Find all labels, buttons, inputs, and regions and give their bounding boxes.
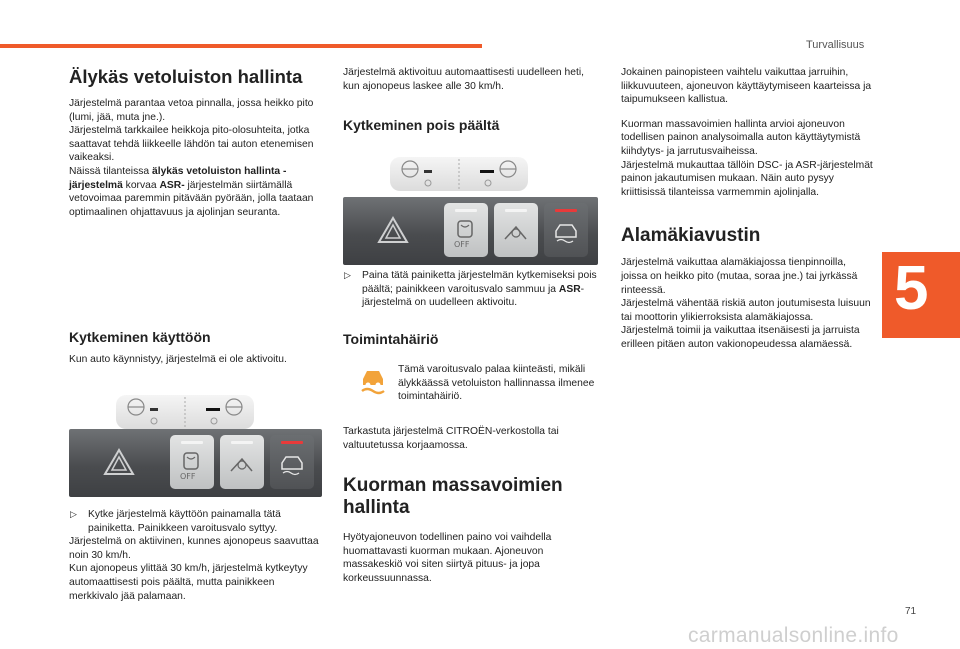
load-text: Hyötyajoneuvon todellinen paino voi vaihdella huomattavasti kuorman mukaan. Ajoneuvon massakeskiö voi siten siirtyä pituus- ja jopa korkeussuunnassa.	[343, 532, 552, 584]
section-title: Turvallisuus	[806, 39, 865, 51]
after-text-1: Järjestelmä on aktiivinen, kunnes ajonopeus saavuttaa noin 30 km/h.	[69, 536, 319, 561]
dashboard-illustration-off	[343, 157, 598, 259]
title-load-adaptive: Kuorman massavoimien hallinta	[343, 475, 563, 519]
page-number: 71	[905, 606, 917, 617]
reactivate-text: Järjestelmä aktivoituu automaattisesti uudelleen heti, kun ajonopeus laskee alle 30 km/h.	[343, 67, 584, 92]
esp-off-icon	[452, 219, 480, 251]
chapter-number: 5	[894, 254, 929, 323]
heading-activation: Kytkeminen käyttöön	[69, 329, 211, 345]
activation-section	[69, 331, 319, 366]
traction-warning-icon	[357, 365, 389, 397]
dashboard-illustration-on	[69, 395, 322, 497]
esp-off-button[interactable]	[444, 203, 488, 257]
hill-text-3: Järjestelmä toimii ja vaikuttaa itsenäisesti ja jarruista erilleen pitäen auton vakionopeudessa alamäessä.	[621, 325, 860, 350]
hill-descent-button[interactable]	[220, 435, 264, 489]
column-2	[343, 66, 598, 133]
after-text-2: Kun ajonopeus ylittää 30 km/h, järjestelmä kytkeytyy automaattisesti pois päältä, mutta painikkeen merkkivalo jää palamaan.	[69, 563, 308, 602]
grip-control-icon	[552, 219, 580, 247]
title-intelligent-traction: Älykäs vetoluiston hallinta	[69, 66, 303, 87]
button-panel	[69, 429, 322, 497]
fault-check-block	[343, 425, 598, 586]
title-hill-descent: Alamäkiavustin	[621, 225, 761, 247]
grip-control-button[interactable]	[270, 435, 314, 489]
off-details	[343, 269, 598, 346]
hill-text-1: Järjestelmä vaikuttaa alamäkiajossa tienpinnoilla, joissa on heikko pito (mutaa, soraa jne.) tai jyrkässä rinteessä.	[621, 257, 858, 296]
grip-control-icon	[278, 451, 306, 479]
esp-off-button[interactable]	[170, 435, 214, 489]
esp-off-icon	[178, 451, 206, 483]
intro-2: Järjestelmä tarkkailee heikkoja pito-olosuhteita, jotka saattavat tehdä liikkeelle lähdön tai auton etenemisen vaikeaksi.	[69, 125, 314, 164]
fault-check-text: Tarkastuta järjestelmä CITROËN-verkostolla tai valtuutetussa korjaamossa.	[343, 426, 559, 451]
steering-wheel-diagram-2	[390, 157, 528, 191]
hill-descent-button[interactable]	[494, 203, 538, 257]
heading-off: Kytkeminen pois päältä	[343, 117, 500, 134]
col3-para-1: Jokainen painopisteen vaihtelu vaikuttaa jarruihin, liikkuvuuteen, ajoneuvon käyttäytymiseen kaarteissa ja taipumukseen kallistua.	[621, 67, 872, 106]
column-1	[69, 66, 319, 219]
hazard-icon	[102, 447, 136, 477]
column-3	[621, 66, 873, 352]
svg-text:OFF: OFF	[180, 472, 196, 481]
bullet-activate: ▷ Kytke järjestelmä käyttöön painamalla tätä painiketta. Painikkeen varoitusvalo syttyy.	[70, 509, 281, 534]
watermark: carmanualsonline.info	[688, 624, 899, 647]
svg-text:OFF: OFF	[454, 240, 470, 249]
col3-para-2: Kuorman massavoimien hallinta arvioi ajoneuvon todellisen painon analysoimalla auton käyttäytymistä kiihdytys- ja jarrutusvaiheissa.	[621, 118, 861, 157]
bullet-deactivate: ▷ Paina tätä painiketta järjestelmän kytkemiseksi pois päältä; painikkeen varoitusvalo sammuu ja ASR-järjestelmä on uudelleen aktivoitu.	[344, 270, 597, 309]
hill-text-2: Järjestelmä vähentää riskiä auton joutumisesta luisuun tai moottorin ylikierroksista alamäkiajossa.	[621, 298, 871, 323]
header-accent-bar	[0, 44, 482, 48]
steering-wheel-diagram	[116, 395, 254, 429]
hill-descent-icon	[228, 451, 256, 479]
hazard-icon	[376, 215, 410, 245]
grip-control-button[interactable]	[544, 203, 588, 257]
intro-1: Järjestelmä parantaa vetoa pinnalla, jossa heikko pito (lumi, jää, muta jne.).	[69, 98, 314, 123]
hill-descent-icon	[502, 219, 530, 247]
intro-3: Näissä tilanteissa älykäs vetoluiston hallinta -järjestelmä korvaa ASR- järjestelmän siirtämällä vetovoimaa paremmin pitävään pyörään, jolla taataan optimaalinen ohjattavuus ja ajolinjan seuranta.	[69, 165, 314, 218]
fault-text-block	[398, 363, 598, 404]
button-panel-2	[343, 197, 598, 265]
col3-para-3: Järjestelmä mukauttaa tällöin DSC- ja ASR-järjestelmät painon jakautumisen mukaan. Näin auto pysyy kriittisissä tilanteissa varmemmin ajolinjalla.	[621, 159, 873, 198]
chapter-tab	[882, 252, 960, 338]
fault-text: Tämä varoitusvalo palaa kiinteästi, mikäli älykkäässä vetoluiston hallinnassa ilmenee toimintahäiriö.	[398, 364, 595, 403]
activation-details	[69, 508, 319, 603]
heading-fault: Toimintahäiriö	[343, 330, 439, 347]
activation-text: Kun auto käynnistyy, järjestelmä ei ole aktivoitu.	[69, 353, 287, 365]
